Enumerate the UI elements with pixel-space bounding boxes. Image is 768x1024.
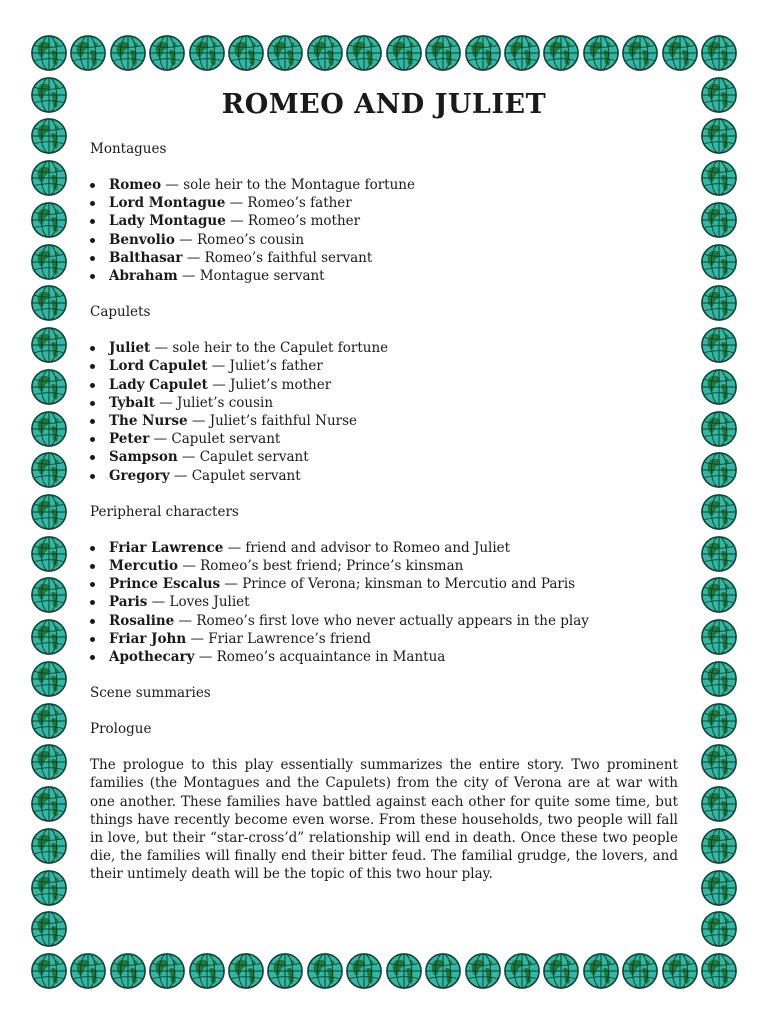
list-item [90, 176, 678, 194]
character-list [90, 339, 678, 485]
character-desc: — Juliet’s mother [207, 376, 332, 393]
globe-icon [30, 243, 68, 281]
globe-icon [424, 952, 462, 990]
globe-icon [30, 493, 68, 531]
globe-icon [542, 952, 580, 990]
globe-icon [700, 869, 738, 907]
globe-icon [227, 952, 265, 990]
character-desc: — Romeo’s father [225, 195, 352, 212]
globe-icon [464, 34, 502, 72]
globe-icon [30, 76, 68, 114]
globe-icon [30, 910, 68, 948]
character-list [90, 176, 678, 285]
character-desc: — Romeo’s best friend; Prince’s kinsman [178, 558, 464, 575]
globe-icon [30, 368, 68, 406]
globe-icon [464, 952, 502, 990]
globe-icon [621, 952, 659, 990]
globe-icon [306, 34, 344, 72]
section-capulets [90, 303, 678, 485]
list-item [90, 448, 678, 466]
list-item [90, 376, 678, 394]
globe-icon [30, 869, 68, 907]
globe-icon [700, 493, 738, 531]
list-item [90, 194, 678, 212]
list-item [90, 394, 678, 412]
globe-icon [30, 451, 68, 489]
globe-icon [700, 660, 738, 698]
globe-icon [30, 618, 68, 656]
character-name: Sampson [109, 449, 178, 466]
globe-icon [109, 952, 147, 990]
globe-icon [700, 952, 738, 990]
globe-icon [700, 451, 738, 489]
globe-icon [503, 34, 541, 72]
list-item [90, 539, 678, 557]
section-montagues [90, 140, 678, 285]
character-desc: — Juliet’s father [207, 358, 323, 375]
globe-icon [700, 117, 738, 155]
globe-icon [700, 785, 738, 823]
globe-icon [30, 743, 68, 781]
globe-icon [30, 576, 68, 614]
list-item [90, 648, 678, 666]
globe-icon [148, 34, 186, 72]
globe-icon [188, 34, 226, 72]
globe-icon [700, 576, 738, 614]
character-desc: — Romeo’s first love who never actually appears in the play [174, 612, 589, 629]
globe-icon [69, 34, 107, 72]
globe-icon [30, 702, 68, 740]
character-desc: — Montague servant [177, 268, 325, 285]
character-name: Friar Lawrence [109, 539, 224, 556]
list-item [90, 412, 678, 430]
globe-icon [700, 827, 738, 865]
character-name: Juliet [109, 340, 151, 357]
character-list [90, 539, 678, 666]
globe-icon [700, 702, 738, 740]
globe-icon [385, 952, 423, 990]
globe-icon [30, 159, 68, 197]
globe-icon [700, 159, 738, 197]
globe-icon [30, 827, 68, 865]
character-desc: — Prince of Verona; kinsman to Mercutio and Paris [220, 576, 576, 593]
character-desc: — Juliet’s cousin [154, 394, 274, 411]
list-item [90, 575, 678, 593]
globe-icon [424, 34, 462, 72]
character-name: Lady Capulet [109, 376, 208, 393]
globe-icon [661, 34, 699, 72]
globe-icon [109, 34, 147, 72]
list-item [90, 557, 678, 575]
list-item [90, 467, 678, 485]
globe-icon [700, 535, 738, 573]
section-heading: Capulets [90, 304, 151, 321]
globe-icon [700, 743, 738, 781]
globe-icon [385, 34, 423, 72]
character-name: Romeo [109, 177, 162, 193]
character-name: Friar John [109, 630, 187, 647]
globe-icon [69, 952, 107, 990]
globe-icon [345, 952, 383, 990]
globe-icon [700, 368, 738, 406]
globe-icon [30, 952, 68, 990]
globe-icon [700, 34, 738, 72]
globe-icon [345, 34, 383, 72]
character-name: Rosaline [109, 612, 175, 629]
globe-icon [306, 952, 344, 990]
section-heading: Montagues [90, 141, 167, 157]
character-desc: — Romeo’s acquaintance in Mantua [194, 649, 446, 666]
character-name: Balthasar [109, 249, 183, 266]
globe-icon [700, 284, 738, 322]
prologue-heading: Prologue [90, 721, 152, 738]
character-desc: — Romeo’s cousin [174, 231, 305, 248]
globe-icon [700, 410, 738, 448]
character-desc: — Romeo’s faithful servant [182, 249, 373, 266]
character-desc: — Capulet servant [149, 431, 281, 448]
scene-summaries-heading: Scene summaries [90, 685, 211, 702]
list-item [90, 339, 678, 357]
globe-icon [700, 76, 738, 114]
character-name: Prince Escalus [109, 576, 221, 593]
globe-icon [700, 243, 738, 281]
globe-icon [30, 785, 68, 823]
globe-icon [266, 34, 304, 72]
globe-icon [30, 34, 68, 72]
globe-icon [227, 34, 265, 72]
globe-icon [30, 660, 68, 698]
globe-icon [30, 201, 68, 239]
character-desc: — Juliet’s faithful Nurse [187, 413, 358, 430]
globe-icon [661, 952, 699, 990]
list-item [90, 612, 678, 630]
globe-icon [503, 952, 541, 990]
list-item [90, 593, 678, 611]
prologue-paragraph: The prologue to this play essentially summarizes the entire story. Two prominent families (the Montagues and the Capulets) from the city of Verona are at war with one another. These families have battled against each other for quite some time, but things have recently become even worse. From these households, two people will fall in love, but their “star-cross’d” relationship will end in death. Once these two people die, the families will finally end their bitter feud. The familial grudge, the lovers, and their untimely death will be the topic of this two hour play. [90, 757, 678, 883]
list-item [90, 430, 678, 448]
character-desc: — Capulet servant [177, 449, 309, 466]
character-name: Lord Capulet [109, 358, 208, 375]
globe-icon [542, 34, 580, 72]
character-name: Paris [109, 594, 148, 611]
list-item [90, 249, 678, 267]
globe-icon [700, 618, 738, 656]
character-name: The Nurse [109, 413, 188, 430]
character-name: Benvolio [109, 231, 175, 248]
character-desc: — sole heir to the Capulet fortune [150, 340, 389, 357]
character-name: Mercutio [109, 558, 179, 575]
character-name: Apothecary [109, 649, 195, 666]
character-name: Abraham [109, 268, 178, 285]
globe-icon [30, 284, 68, 322]
globe-icon [30, 326, 68, 364]
globe-icon [582, 952, 620, 990]
globe-icon [700, 201, 738, 239]
list-item [90, 357, 678, 375]
section-peripheral [90, 503, 678, 666]
character-desc: — Loves Juliet [147, 594, 250, 611]
globe-icon [148, 952, 186, 990]
character-name: Peter [109, 431, 150, 448]
character-name: Lord Montague [109, 195, 226, 212]
globe-icon [700, 326, 738, 364]
character-desc: — sole heir to the Montague fortune [161, 177, 415, 193]
list-item [90, 267, 678, 285]
character-desc: — friend and advisor to Romeo and Juliet [223, 539, 511, 556]
globe-icon [700, 910, 738, 948]
list-item [90, 212, 678, 230]
character-name: Lady Montague [109, 213, 226, 230]
globe-icon [266, 952, 304, 990]
globe-icon [621, 34, 659, 72]
globe-icon [30, 117, 68, 155]
section-heading: Peripheral characters [90, 503, 239, 520]
page-title: ROMEO AND JULIET [221, 89, 547, 120]
globe-icon [582, 34, 620, 72]
globe-icon [188, 952, 226, 990]
character-desc: — Romeo’s mother [225, 213, 361, 230]
list-item [90, 231, 678, 249]
globe-icon [30, 535, 68, 573]
globe-icon [30, 410, 68, 448]
character-name: Gregory [109, 467, 170, 484]
character-desc: — Capulet servant [169, 467, 301, 484]
character-desc: — Friar Lawrence’s friend [186, 630, 372, 647]
character-name: Tybalt [109, 394, 155, 411]
document-body [90, 88, 678, 884]
list-item [90, 630, 678, 648]
